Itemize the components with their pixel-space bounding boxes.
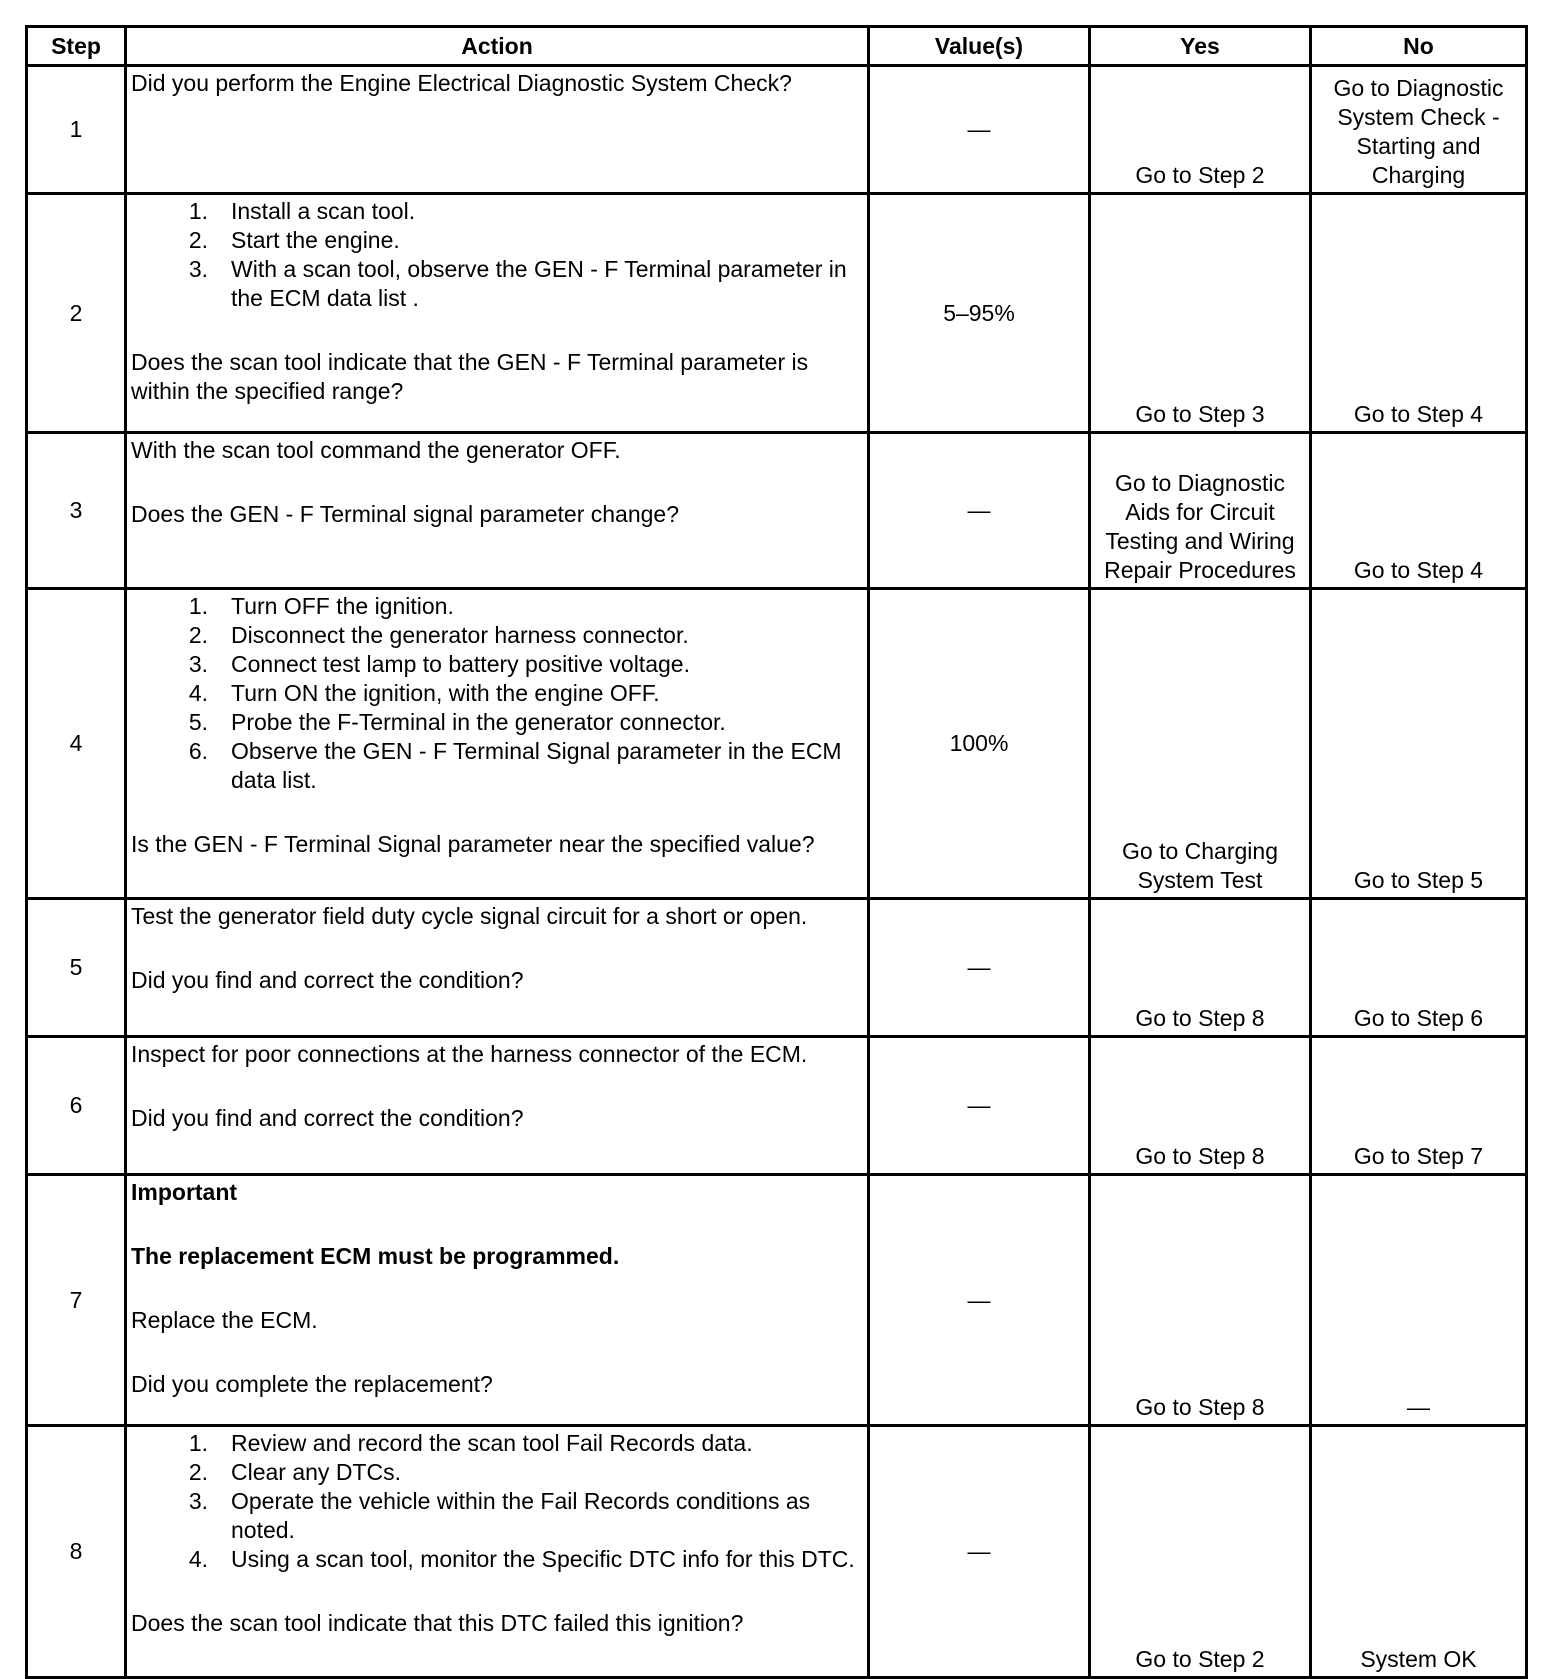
step-number: 6 — [27, 1037, 126, 1175]
header-action: Action — [126, 27, 869, 66]
table-row — [27, 194, 1527, 433]
table-row — [27, 1426, 1527, 1678]
list-item: 6. Observe the GEN - F Terminal Signal parameter in the ECM data list. — [188, 738, 842, 793]
step-number: 3 — [27, 433, 126, 589]
action-text: Inspect for poor connections at the harness connector of the ECM. — [131, 1041, 808, 1067]
action-cell — [126, 66, 869, 194]
action-question: Did you find and correct the condition? — [131, 967, 524, 993]
yes-cell: Go to Step 8 — [1090, 1037, 1311, 1175]
step-number: 1 — [27, 66, 126, 194]
diagnostic-table — [25, 25, 1528, 1679]
step-number: 2 — [27, 194, 126, 433]
list-item: 1. Turn OFF the ignition. — [188, 593, 454, 619]
action-question: Did you find and correct the condition? — [131, 1105, 524, 1131]
yes-cell: Go to Step 8 — [1090, 1175, 1311, 1426]
action-cell — [126, 899, 869, 1037]
important-label: Important — [131, 1179, 238, 1205]
table-row — [27, 1175, 1527, 1426]
no-cell: Go to Step 4 — [1311, 194, 1527, 433]
step-number: 5 — [27, 899, 126, 1037]
value-cell: — — [869, 433, 1090, 589]
list-item: 4. Using a scan tool, monitor the Specific DTC info for this DTC. — [188, 1546, 855, 1572]
no-cell: Go to Step 5 — [1311, 589, 1527, 899]
table-row — [27, 1037, 1527, 1175]
value-cell: — — [869, 1175, 1090, 1426]
yes-cell: Go to Charging System Test — [1090, 589, 1311, 899]
list-item: 2. Start the engine. — [188, 227, 400, 253]
list-item: 1. Install a scan tool. — [188, 198, 416, 224]
no-cell: Go to Step 6 — [1311, 899, 1527, 1037]
list-item: 4. Turn ON the ignition, with the engine OFF. — [188, 680, 660, 706]
step-number: 4 — [27, 589, 126, 899]
action-cell — [126, 1037, 869, 1175]
list-item: 3. Connect test lamp to battery positive voltage. — [188, 651, 690, 677]
action-question: Does the scan tool indicate that this DTC failed this ignition? — [131, 1610, 744, 1636]
table-row — [27, 66, 1527, 194]
action-question: Does the scan tool indicate that the GEN - F Terminal parameter is within the specified range? — [131, 349, 809, 404]
action-steps-list — [131, 592, 863, 795]
yes-cell: Go to Step 2 — [1090, 66, 1311, 194]
action-steps-list — [131, 1429, 863, 1574]
no-cell: Go to Step 4 — [1311, 433, 1527, 589]
value-cell: — — [869, 899, 1090, 1037]
value-cell: 100% — [869, 589, 1090, 899]
yes-cell: Go to Step 3 — [1090, 194, 1311, 433]
header-values: Value(s) — [869, 27, 1090, 66]
action-cell — [126, 1175, 869, 1426]
action-cell — [126, 1426, 869, 1678]
action-question: Did you perform the Engine Electrical Diagnostic System Check? — [131, 70, 792, 96]
action-question: Is the GEN - F Terminal Signal parameter near the specified value? — [131, 831, 815, 857]
table-row — [27, 589, 1527, 899]
action-cell — [126, 433, 869, 589]
header-row — [27, 27, 1527, 66]
list-item: 3. Operate the vehicle within the Fail Records conditions as noted. — [188, 1488, 811, 1543]
value-cell: — — [869, 1037, 1090, 1175]
no-cell: System OK — [1311, 1426, 1527, 1678]
action-text: With the scan tool command the generator OFF. — [131, 437, 621, 463]
action-text: Replace the ECM. — [131, 1307, 318, 1333]
header-no: No — [1311, 27, 1527, 66]
action-cell — [126, 589, 869, 899]
action-question: Did you complete the replacement? — [131, 1371, 493, 1397]
table-row — [27, 433, 1527, 589]
step-number: 7 — [27, 1175, 126, 1426]
yes-cell: Go to Step 2 — [1090, 1426, 1311, 1678]
value-cell: 5–95% — [869, 194, 1090, 433]
list-item: 2. Clear any DTCs. — [188, 1459, 401, 1485]
table-row — [27, 899, 1527, 1037]
list-item: 5. Probe the F-Terminal in the generator connector. — [188, 709, 726, 735]
header-yes: Yes — [1090, 27, 1311, 66]
list-item: 1. Review and record the scan tool Fail Records data. — [188, 1430, 753, 1456]
step-number: 8 — [27, 1426, 126, 1678]
important-note: The replacement ECM must be programmed. — [131, 1243, 620, 1269]
no-cell: — — [1311, 1175, 1527, 1426]
value-cell: — — [869, 1426, 1090, 1678]
header-step: Step — [27, 27, 126, 66]
no-cell: Go to Step 7 — [1311, 1037, 1527, 1175]
action-steps-list — [131, 197, 863, 313]
list-item: 3. With a scan tool, observe the GEN - F Terminal parameter in the ECM data list . — [188, 256, 847, 311]
yes-cell: Go to Step 8 — [1090, 899, 1311, 1037]
yes-cell: Go to Diagnostic Aids for Circuit Testing and Wiring Repair Procedures — [1090, 433, 1311, 589]
action-text: Test the generator field duty cycle signal circuit for a short or open. — [131, 903, 808, 929]
action-question: Does the GEN - F Terminal signal parameter change? — [131, 501, 680, 527]
list-item: 2. Disconnect the generator harness connector. — [188, 622, 689, 648]
value-cell: — — [869, 66, 1090, 194]
action-cell — [126, 194, 869, 433]
no-cell: Go to Diagnostic System Check - Starting and Charging — [1311, 66, 1527, 194]
